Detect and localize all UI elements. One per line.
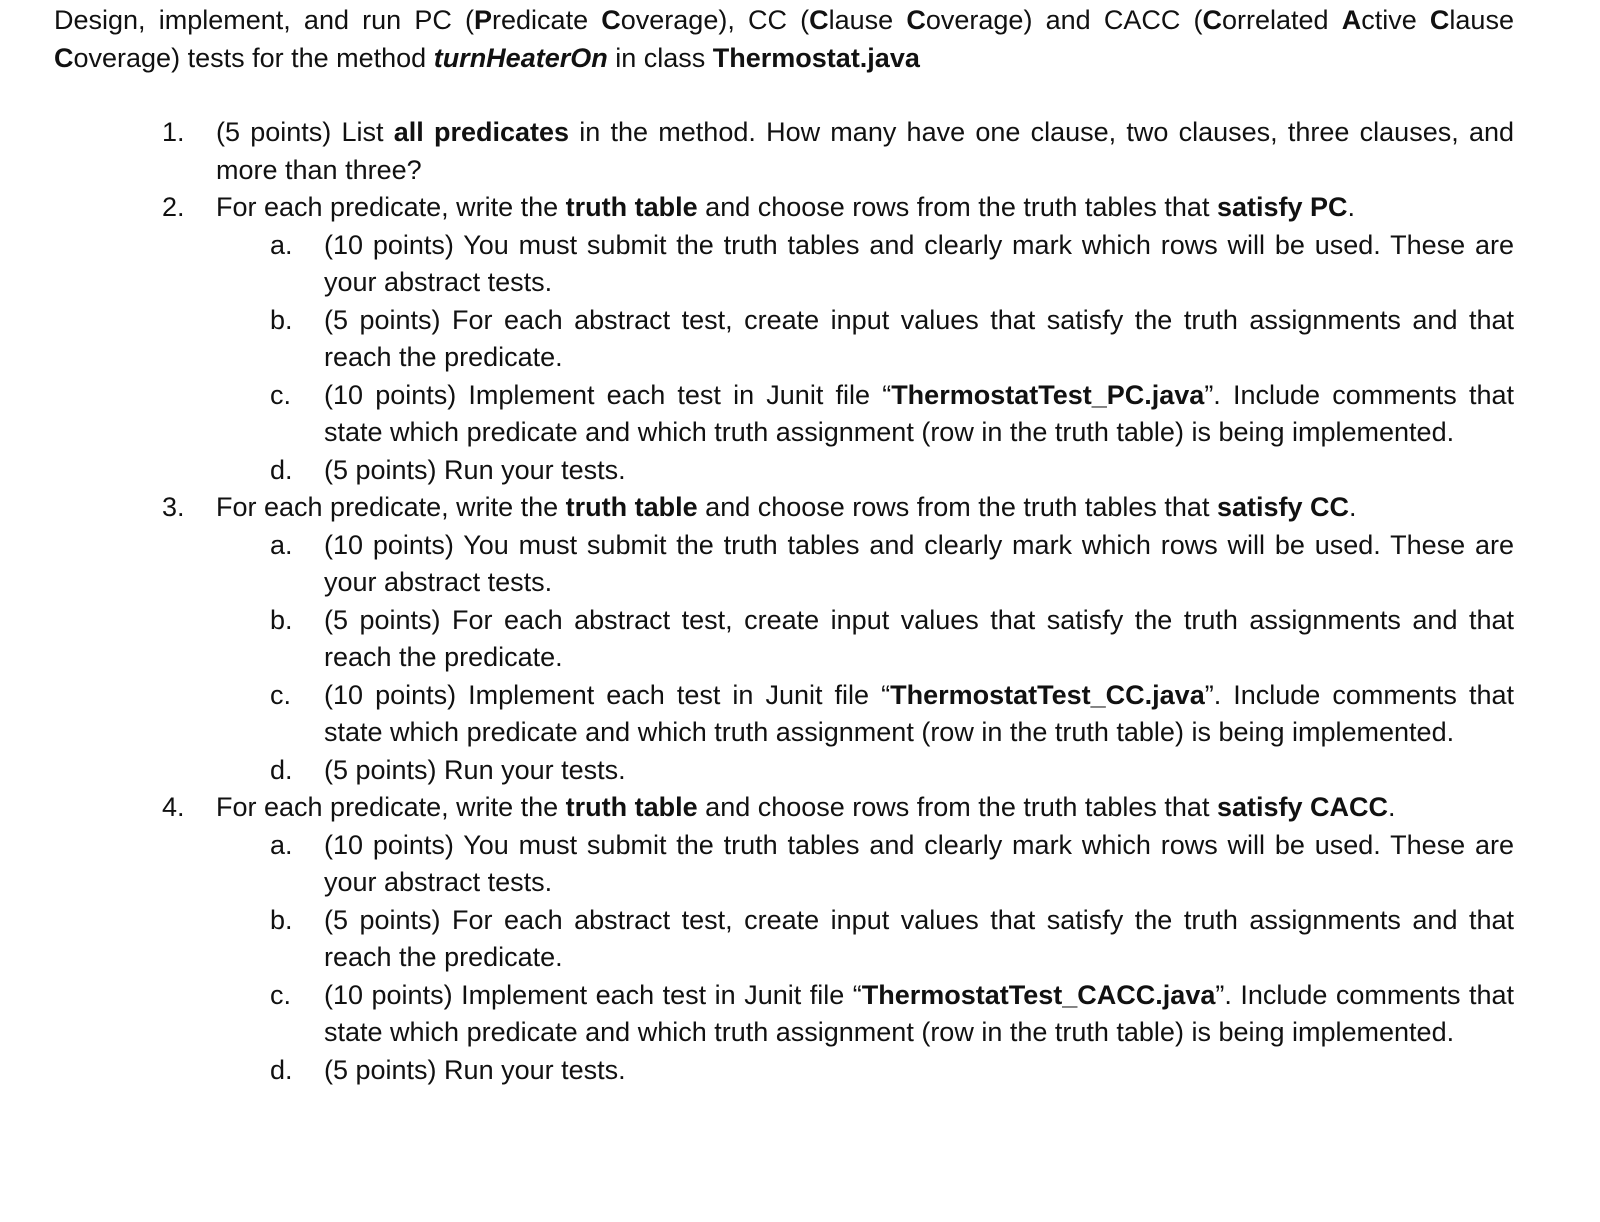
subtask-text: (5 points) Run your tests.: [324, 454, 626, 485]
subtask-text: (5 points) For each abstract test, create input values that satisfy the truth assignments and that reach the predicate.: [324, 904, 1514, 972]
subtask-letter: a.: [270, 829, 293, 860]
subtask-text: (5 points) For each abstract test, create input values that satisfy the truth assignments and that reach the predicate.: [324, 604, 1514, 672]
subtask-4b: [54, 902, 1514, 977]
subtask-text: (10 points) You must submit the truth tables and clearly mark which rows will be used. These are your abstract tests.: [324, 229, 1514, 297]
subtask-letter: d.: [270, 1054, 293, 1085]
task-item-1: [54, 114, 1514, 189]
task-list: [54, 114, 1514, 1089]
intro-line-1: Design, implement, and run PC (Predicate Coverage), CC (Clause Coverage) and CACC (Correlated Active Clause: [54, 5, 1514, 35]
task-item-2: [54, 189, 1514, 227]
task-text: For each predicate, write the truth table and choose rows from the truth tables that satisfy CC.: [216, 492, 1357, 522]
task-text: For each predicate, write the truth table and choose rows from the truth tables that satisfy CACC.: [216, 792, 1396, 822]
subtask-text: (5 points) Run your tests.: [324, 754, 626, 785]
subtask-letter: d.: [270, 754, 293, 785]
subtask-2d: [54, 452, 1514, 490]
task-item-4: [54, 789, 1514, 827]
subtask-letter: b.: [270, 604, 293, 635]
task-number: 4.: [162, 792, 185, 822]
subtask-text: (10 points) Implement each test in Junit file “ThermostatTest_PC.java”. Include comments that state which predicate and which truth assignment (row in the truth table) is being implemented.: [324, 379, 1514, 447]
subtask-letter: a.: [270, 229, 293, 260]
intro-line-2: Coverage) tests for the method turnHeaterOn in class Thermostat.java: [54, 42, 920, 73]
subtask-text: (10 points) You must submit the truth tables and clearly mark which rows will be used. These are your abstract tests.: [324, 829, 1514, 897]
subtask-4c: [54, 977, 1514, 1052]
subtask-text: (5 points) Run your tests.: [324, 1054, 626, 1085]
subtask-3c: [54, 677, 1514, 752]
task-number: 1.: [162, 117, 185, 147]
subtask-2c: [54, 377, 1514, 452]
subtask-text: (10 points) You must submit the truth tables and clearly mark which rows will be used. These are your abstract tests.: [324, 529, 1514, 597]
document-page: [54, 2, 1514, 1089]
junit-file-name: ThermostatTest_PC.java: [891, 379, 1205, 410]
subtask-letter: b.: [270, 304, 293, 335]
task-item-3: [54, 489, 1514, 527]
subtask-3d: [54, 752, 1514, 790]
subtask-3a: [54, 527, 1514, 602]
subtask-4a: [54, 827, 1514, 902]
assignment-intro: [54, 2, 1514, 77]
task-text: (5 points) List all predicates in the method. How many have one clause, two clauses, three clauses, and more than three?: [216, 117, 1514, 185]
subtask-text: (5 points) For each abstract test, create input values that satisfy the truth assignments and that reach the predicate.: [324, 304, 1514, 372]
subtask-letter: a.: [270, 529, 293, 560]
subtask-letter: d.: [270, 454, 293, 485]
task-number: 2.: [162, 192, 185, 222]
subtask-letter: c.: [270, 679, 292, 710]
subtask-2a: [54, 227, 1514, 302]
class-name: Thermostat.java: [712, 42, 920, 73]
task-number: 3.: [162, 492, 185, 522]
method-name: turnHeaterOn: [433, 42, 608, 73]
subtask-text: (10 points) Implement each test in Junit file “ThermostatTest_CC.java”. Include comments that state which predicate and which truth assignment (row in the truth table) is being implemented.: [324, 679, 1514, 747]
subtask-letter: b.: [270, 904, 293, 935]
subtask-2b: [54, 302, 1514, 377]
subtask-letter: c.: [270, 979, 292, 1010]
junit-file-name: ThermostatTest_CACC.java: [861, 979, 1216, 1010]
junit-file-name: ThermostatTest_CC.java: [890, 679, 1205, 710]
subtask-text: (10 points) Implement each test in Junit file “ThermostatTest_CACC.java”. Include comments that state which predicate and which truth assignment (row in the truth table) is being implemented.: [324, 979, 1514, 1047]
subtask-3b: [54, 602, 1514, 677]
subtask-4d: [54, 1052, 1514, 1090]
subtask-letter: c.: [270, 379, 292, 410]
task-text: For each predicate, write the truth table and choose rows from the truth tables that satisfy PC.: [216, 192, 1356, 222]
